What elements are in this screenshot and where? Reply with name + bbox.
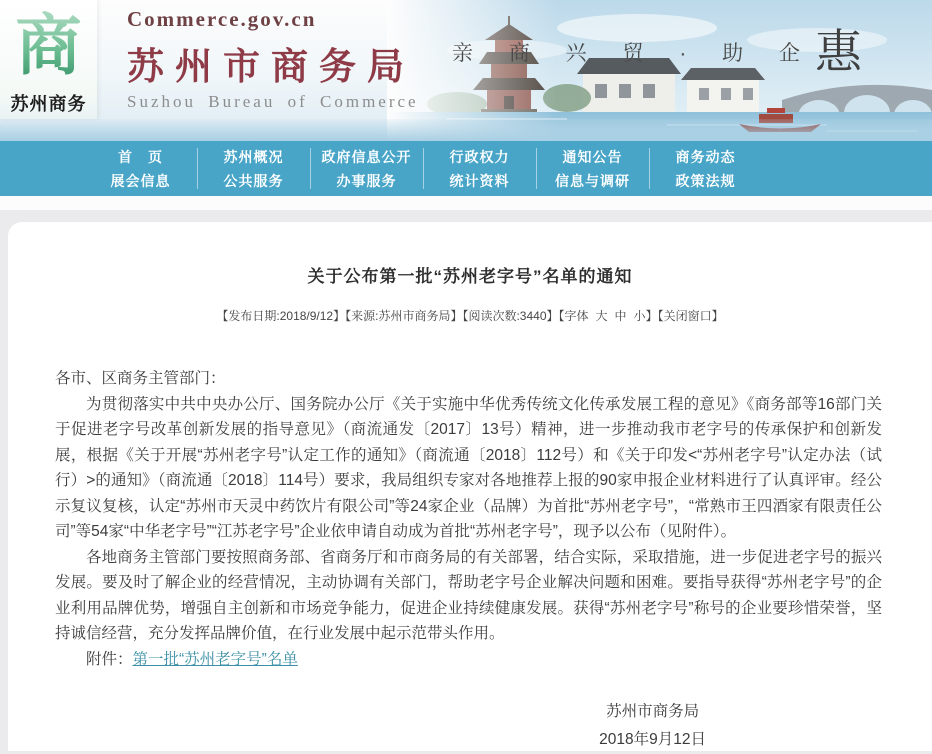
attachment-label: 附件： bbox=[86, 650, 133, 668]
font-size-medium-button[interactable]: 中 bbox=[614, 309, 627, 323]
nav-column bbox=[649, 141, 762, 196]
nav-exhibition-info[interactable]: 展会信息 bbox=[110, 173, 171, 189]
logo-caption: 苏州商务 bbox=[10, 94, 87, 114]
nav-commerce-news[interactable]: 商务动态 bbox=[675, 149, 736, 165]
paragraph: 各地商务主管部门要按照商务部、省商务厅和市商务局的有关部署，结合实际，采取措施，进一步促进老字号的振兴发展。要及时了解企业的经营情况，主动协调有关部门，帮助老字号企业解决问题和困难。要指导获得“苏州老字号”的企业利用品牌优势，增强自主创新和市场竞争能力，促进企业持续健康发展。获得“苏州老字号”称号的企业要珍惜荣誉，坚持诚信经营，充分发挥品牌价值，在行业发展中起示范带头作用。 bbox=[55, 548, 882, 642]
divider-band bbox=[0, 196, 932, 210]
nav-info-research[interactable]: 信息与调研 bbox=[555, 173, 630, 189]
nav-column bbox=[84, 141, 197, 196]
attachment-link[interactable]: 第一批“苏州老字号”名单 bbox=[132, 650, 298, 668]
read-count: 【阅读次数:3440】 bbox=[462, 309, 559, 323]
header-slogan bbox=[452, 25, 862, 78]
slogan-accent-character: 惠 bbox=[815, 25, 862, 78]
nav-administrative-power[interactable]: 行政权力 bbox=[449, 149, 510, 165]
signature-block bbox=[599, 698, 706, 754]
nav-column bbox=[197, 141, 310, 196]
font-size-small-button[interactable]: 小 bbox=[633, 309, 646, 323]
site-brand bbox=[127, 7, 419, 112]
nav-statistics[interactable]: 统计资料 bbox=[449, 173, 510, 189]
page-lower bbox=[0, 210, 932, 751]
nav-service-handling[interactable]: 办事服务 bbox=[336, 173, 397, 189]
main-nav bbox=[0, 141, 932, 196]
slogan-text: 亲 商 兴 贸 · 助 企 bbox=[452, 42, 815, 65]
content-card bbox=[8, 222, 932, 751]
header-water-band bbox=[0, 119, 932, 141]
paragraph: 为贯彻落实中共中央办公厅、国务院办公厅《关于实施中华优秀传统文化传承发展工程的意见》《商务部等16部门关于促进老字号改革创新发展的指导意见》（商流通发〔2017〕13号）精神，进一步推动我市老字号的传承保护和创新发展，根据《关于开展“苏州老字号”认定工作的通知》（商流通〔2018〕112号）和《关于印发<“苏州老字号”认定办法（试行）>的通知》（商流通〔2018〕114号）要求，我局组织专家对各地推荐上报的90家申报企业材料进行了认真评审。经公示复议复核，认定“苏州市天灵中药饮片有限公司”等24家企业（品牌）为首批“苏州老字号”，“常熟市王四酒家有限责任公司”等54家“中华老字号”“江苏老字号”企业依申请自动成为首批“苏州老字号”，现予以公布（见附件）。 bbox=[55, 395, 882, 540]
font-size-control bbox=[559, 309, 658, 323]
article-title: 关于公布第一批“苏州老字号”名单的通知 bbox=[307, 267, 633, 286]
close-window-button[interactable]: 【关闭窗口】 bbox=[657, 309, 724, 323]
nav-notices[interactable]: 通知公告 bbox=[562, 149, 623, 165]
site-header bbox=[0, 0, 932, 141]
site-subtitle: Suzhou Bureau of Commerce bbox=[127, 92, 419, 111]
font-size-large-button[interactable]: 大 bbox=[595, 309, 608, 323]
nav-column bbox=[536, 141, 649, 196]
article-source: 【来源:苏州市商务局】 bbox=[345, 309, 463, 323]
site-title: 苏州市商务局 bbox=[127, 46, 415, 87]
nav-home[interactable]: 首 页 bbox=[118, 149, 163, 165]
signature-date: 2018年9月12日 bbox=[599, 731, 706, 748]
site-domain: Commerce.gov.cn bbox=[127, 7, 317, 31]
nav-suzhou-overview[interactable]: 苏州概况 bbox=[223, 149, 284, 165]
logo-gate-icon: 商 bbox=[0, 2, 97, 88]
salutation: 各市、区商务主管部门： bbox=[55, 370, 226, 387]
nav-public-service[interactable]: 公共服务 bbox=[223, 173, 284, 189]
nav-gov-info-disclosure[interactable]: 政府信息公开 bbox=[321, 149, 412, 165]
publish-date: 【发布日期:2018/9/12】 bbox=[216, 309, 346, 323]
attachment-line bbox=[55, 647, 882, 673]
signature-org: 苏州市商务局 bbox=[606, 703, 700, 720]
article-body bbox=[55, 366, 882, 672]
nav-policies-regulations[interactable]: 政策法规 bbox=[675, 173, 736, 189]
nav-column bbox=[310, 141, 423, 196]
font-size-label-end: 】 bbox=[645, 309, 658, 323]
article-meta bbox=[8, 307, 932, 324]
font-size-label: 【字体 bbox=[558, 309, 589, 323]
site-logo[interactable] bbox=[0, 0, 97, 119]
nav-column bbox=[423, 141, 536, 196]
